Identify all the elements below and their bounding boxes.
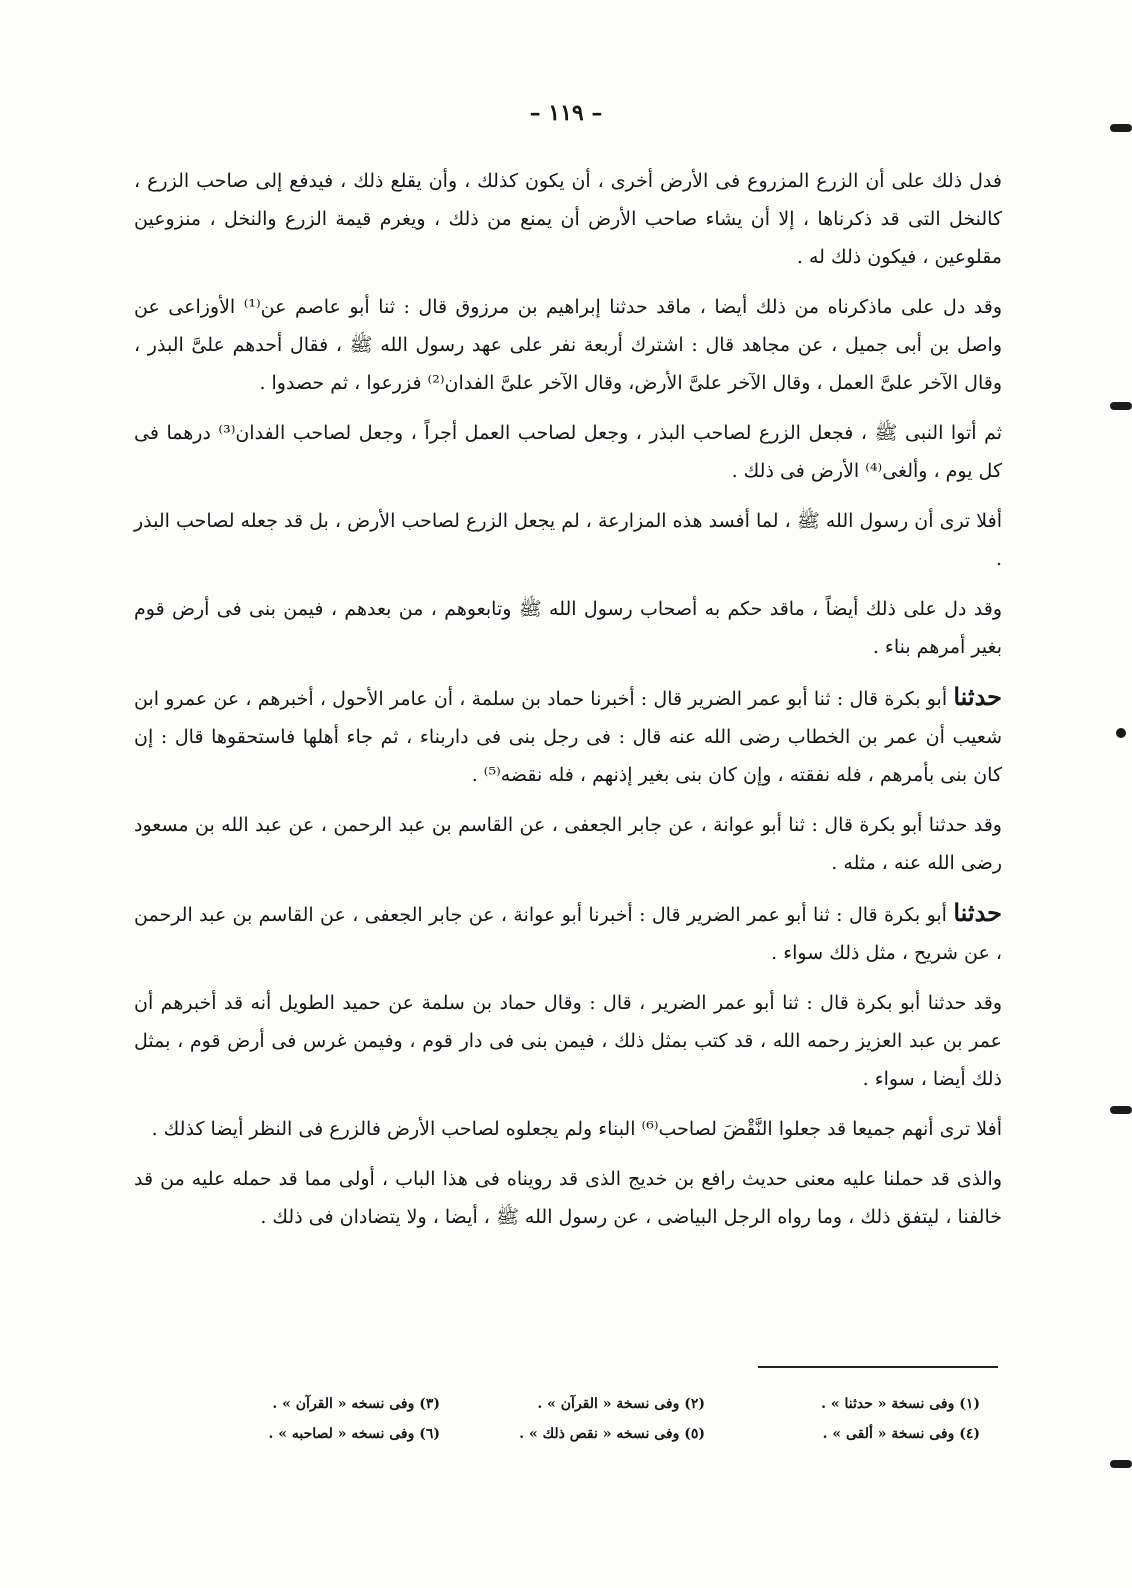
- footnote-row: [210, 1394, 980, 1416]
- paragraph: [134, 806, 1002, 882]
- margin-mark: [1110, 1460, 1132, 1468]
- footnote: (١) وفى نسخة « حدثنا » .: [821, 1396, 980, 1412]
- paragraph-text: وقد دل على ذلك أيضاً ، ماقد حكم به أصحاب رسول الله ﷺ وتابعوهم ، من بعدهم ، فيمن بنى فى أرض قوم بغير أمرهم بناء .: [134, 598, 1002, 658]
- paragraph: [134, 678, 1002, 794]
- footnote-row: [210, 1424, 980, 1446]
- margin-mark: [1110, 402, 1132, 410]
- main-text: [134, 162, 1002, 1236]
- paragraph: [134, 894, 1002, 972]
- paragraph: [134, 1110, 1002, 1148]
- paragraph-text: أبو بكرة قال : ثنا أبو عمر الضرير قال : أخبرنا حماد بن سلمة ، أن عامر الأحول ، أخبرهم ، عن عمرو ابن شعيب أن عمر بن الخطاب رضى الله عنه قال : فى رجل بنى فى داربناء ، ثم جاء أهلها فاستحقوها قال : إن كان بنى بأمرهم ، فله نفقته ، وإن كان بنى بغير إذنهم ، فله نقضه⁽⁵⁾ .: [134, 688, 1002, 786]
- margin-mark: [1116, 728, 1126, 738]
- margin-mark: [1110, 124, 1132, 132]
- hadith-lead: حدثنا: [953, 898, 1002, 927]
- hadith-lead: حدثنا: [953, 682, 1002, 711]
- footnote: (٢) وفى نسخة « القرآن » .: [537, 1396, 705, 1412]
- margin-mark: [1110, 1106, 1132, 1114]
- paragraph: [134, 414, 1002, 490]
- paragraph: [134, 502, 1002, 578]
- paragraph-text: وقد حدثنا أبو بكرة قال : ثنا أبو عوانة ، عن جابر الجعفى ، عن القاسم بن عبد الرحمن ، عن عبد الله بن مسعود رضى الله عنه ، مثله .: [134, 814, 1002, 874]
- paragraph-text: وقد دل على ماذكرناه من ذلك أيضا ، ماقد حدثنا إبراهيم بن مرزوق قال : ثنا أبو عاصم عن⁽¹⁾ الأوزاعى عن واصل بن أبى جميل ، عن مجاهد قال : اشترك أربعة نفر على عهد رسول الله ﷺ ، فقال أحدهم علىَّ البذر ، وقال الآخر علىَّ العمل ، وقال الآخر علىَّ الأرض، وقال الآخر علىَّ الفدان⁽²⁾ فزرعوا ، ثم حصدوا .: [134, 296, 1002, 394]
- footnote: (٦) وفى نسخه « لصاحبه » .: [268, 1426, 440, 1442]
- footnote: (٤) وفى نسخة « ألقى » .: [822, 1426, 980, 1442]
- paragraph-text: أفلا ترى أن رسول الله ﷺ ، لما أفسد هذه المزارعة ، لم يجعل الزرع لصاحب الأرض ، بل قد جعله لصاحب البذر .: [134, 510, 1002, 570]
- paragraph: [134, 590, 1002, 666]
- footnote: (٥) وفى نسخه « نقص ذلك » .: [519, 1426, 705, 1442]
- paragraph-text: أبو بكرة قال : ثنا أبو عمر الضرير قال : أخبرنا أبو عوانة ، عن جابر الجعفى ، عن القاسم بن عبد الرحمن ، عن شريح ، مثل ذلك سواء .: [134, 904, 1002, 964]
- paragraph-text: فدل ذلك على أن الزرع المزروع فى الأرض أخرى ، أن يكون كذلك ، وأن يقلع ذلك ، فيدفع إلى صاحب الزرع ، كالنخل التى قد ذكرناها ، إلا أن يشاء صاحب الأرض أن يمنع من ذلك ، ويغرم قيمة الزرع والنخل ، منزوعين مقلوعين ، فيكون ذلك له .: [134, 170, 1002, 268]
- page-number: – ١١٩ –: [529, 100, 603, 126]
- paragraph: [134, 162, 1002, 276]
- paragraph-text: والذى قد حملنا عليه معنى حديث رافع بن خديج الذى قد رويناه فى هذا الباب ، أولى مما قد حمله عليه من قد خالفنا ، ليتفق ذلك ، وما رواه الرجل البياضى ، عن رسول الله ﷺ ، أيضا ، ولا يتضادان فى ذلك .: [134, 1168, 1002, 1228]
- paragraph-text: ثم أتوا النبى ﷺ ، فجعل الزرع لصاحب البذر ، وجعل لصاحب العمل أجراً ، وجعل لصاحب الفدان⁽³⁾ درهما فى كل يوم ، وألغى⁽⁴⁾ الأرض فى ذلك .: [134, 422, 1003, 482]
- paragraph: [134, 1160, 1002, 1236]
- paragraph-text: وقد حدثنا أبو بكرة قال : ثنا أبو عمر الضرير ، قال : وقال حماد بن سلمة عن حميد الطويل أنه قد أخبرهم أن عمر بن عبد العزيز رحمه الله ، قد كتب بمثل ذلك ، فيمن بنى فى دار قوم ، وفيمن غرس فى أرض قوم ، بمثل ذلك أيضا ، سواء .: [134, 992, 1002, 1090]
- footnote-divider: [758, 1366, 998, 1368]
- footnote: (٣) وفى نسخه « القرآن » .: [272, 1396, 440, 1412]
- paragraph: [134, 984, 1002, 1098]
- footnotes: [210, 1394, 980, 1454]
- paragraph: [134, 288, 1002, 402]
- paragraph-text: أفلا ترى أنهم جميعا قد جعلوا النَّقْضَ لصاحب⁽⁶⁾ البناء ولم يجعلوه لصاحب الأرض فالزرع فى النظر أيضا كذلك .: [151, 1118, 1002, 1140]
